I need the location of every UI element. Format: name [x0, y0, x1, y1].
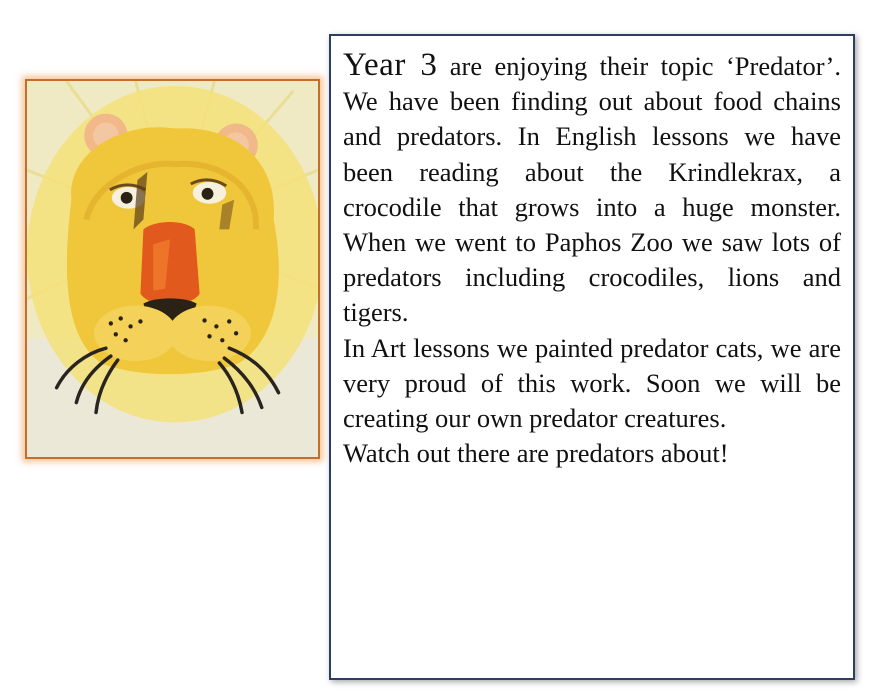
- story-text-box: [329, 34, 855, 680]
- story-lead-words: Year 3: [343, 47, 438, 83]
- lion-painting-image: [27, 81, 318, 457]
- story-paragraph-3: Watch out there are predators about!: [343, 438, 729, 469]
- lion-painting-photo: [25, 79, 320, 459]
- story-body: [343, 48, 841, 471]
- story-paragraph-1-text: are enjoying their topic ‘Predator’. We have been finding out about food chains and predators. In English lessons we have been reading about the Krindlekrax, a crocodile that grows into a huge monster. When we went to Paphos Zoo we saw lots of predators including crocodiles, lions and tigers.: [343, 51, 842, 328]
- story-paragraph-2: In Art lessons we painted predator cats, we are very proud of this work. Soon we will be creating our own predator creatures.: [343, 332, 841, 434]
- story-paragraph-1: [343, 48, 841, 331]
